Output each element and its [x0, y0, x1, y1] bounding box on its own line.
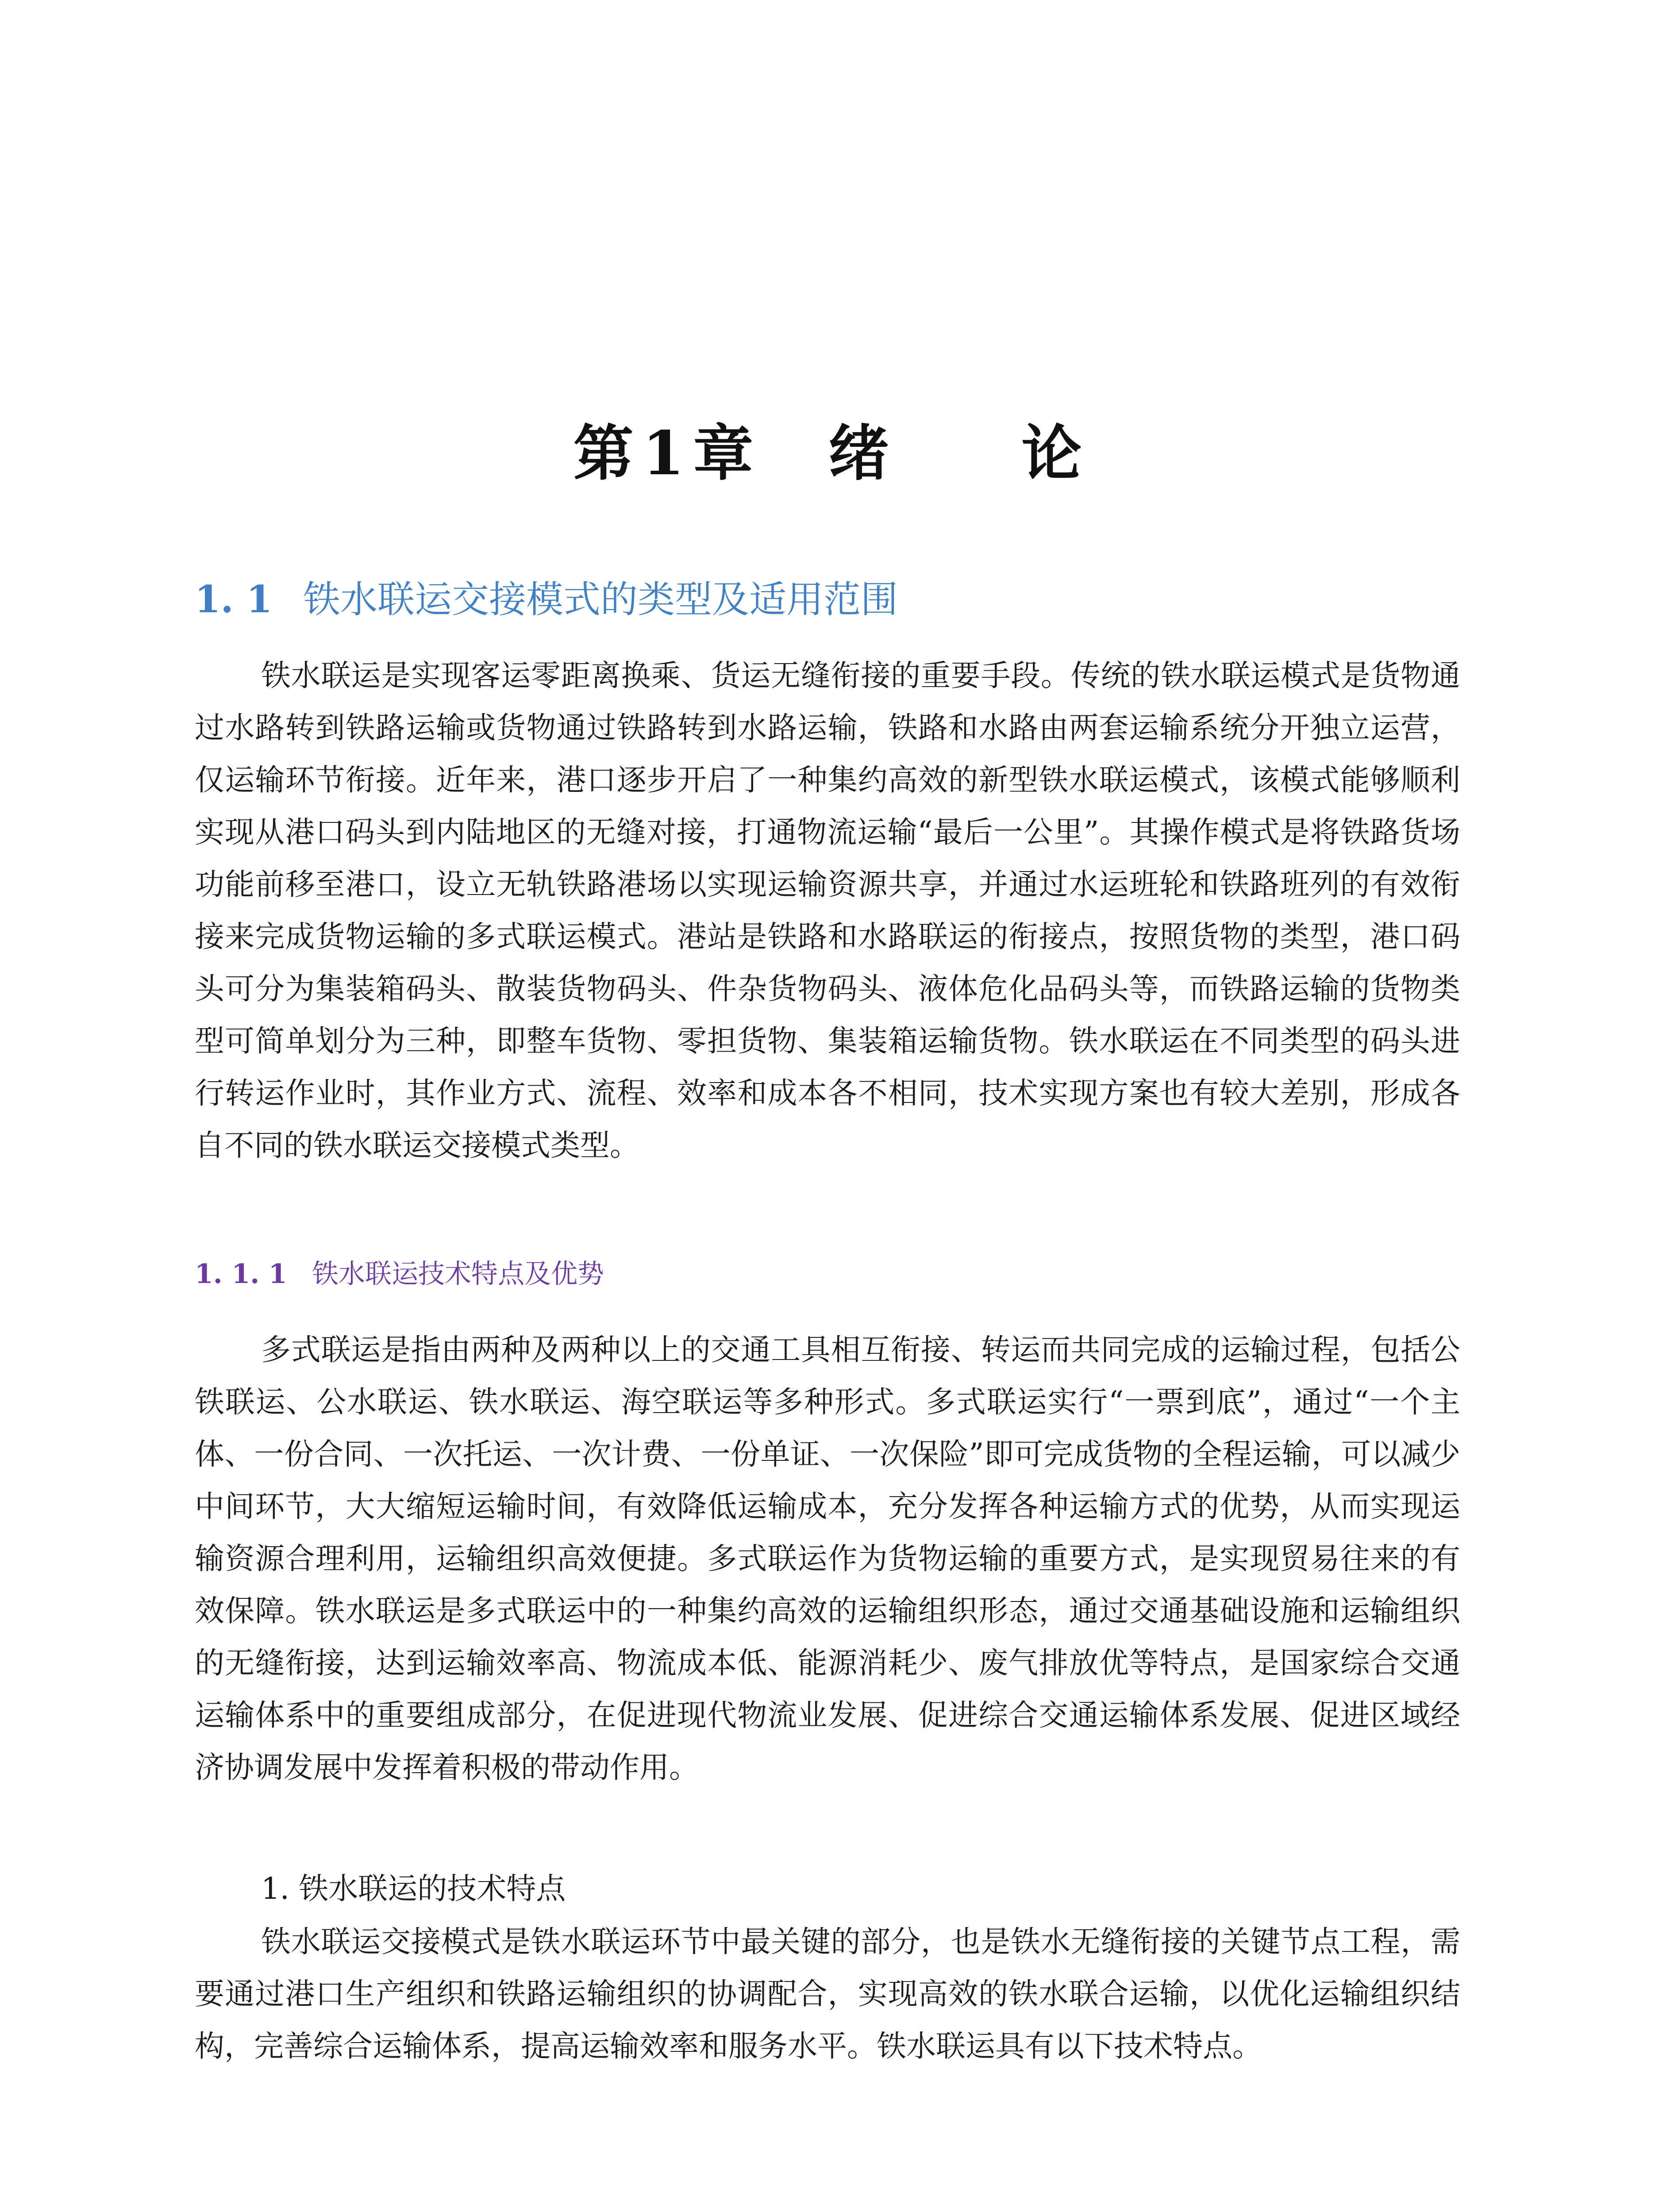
chapter-suffix: 章 [693, 418, 754, 489]
chapter-title-a: 绪 [828, 418, 889, 489]
body-paragraph-2: 多式联运是指由两种及两种以上的交通工具相互衔接、转运而共同完成的运输过程，包括公铁联运、公水联运、铁水联运、海空联运等多种形式。多式联运实行“一票到底”，通过“一个主体、一份合同、一次托运、一次计费、一份单证、一次保险”即可完成货物的全程运输，可以减少中间环节，大大缩短运输时间，有效降低运输成本，充分发挥各种运输方式的优势，从而实现运输资源合理利用，运输组织高效便捷。多式联运作为货物运输的重要方式，是实现贸易往来的有效保障。铁水联运是多式联运中的一种集约高效的运输组织形态，通过交通基础设施和运输组织的无缝衔接，达到运输效率高、物流成本低、能源消耗少、废气排放优等特点，是国家综合交通运输体系中的重要组成部分，在促进现代物流业发展、促进综合交通运输体系发展、促进区域经济协调发展中发挥着积极的带动作用。 [195, 1333, 1460, 1785]
chapter-title-b: 论 [1021, 418, 1082, 489]
subsection-heading [195, 1254, 604, 1294]
body-paragraph-3: 铁水联运交接模式是铁水联运环节中最关键的部分，也是铁水无缝衔接的关键节点工程，需要通过港口生产组织和铁路运输组织的协调配合，实现高效的铁水联合运输，以优化运输组织结构，完善综合运输体系，提高运输效率和服务水平。铁水联运具有以下技术特点。 [195, 1924, 1460, 2063]
chapter-title [0, 416, 1655, 491]
chapter-number: 1 [642, 418, 685, 489]
chapter-prefix: 第 [573, 418, 634, 489]
section-title: 铁水联运交接模式的类型及适用范围 [303, 578, 898, 621]
section-heading [195, 575, 898, 624]
subsection-title: 铁水联运技术特点及优势 [312, 1259, 604, 1290]
subsection-number: 1. 1. 1 [195, 1259, 287, 1290]
body-paragraph-1: 铁水联运是实现客运零距离换乘、货运无缝衔接的重要手段。传统的铁水联运模式是货物通过水路转到铁路运输或货物通过铁路转到水路运输，铁路和水路由两套运输系统分开独立运营，仅运输环节衔接。近年来，港口逐步开启了一种集约高效的新型铁水联运模式，该模式能够顺利实现从港口码头到内陆地区的无缝对接，打通物流运输“最后一公里”。其操作模式是将铁路货场功能前移至港口，设立无轨铁路港场以实现运输资源共享，并通过水运班轮和铁路班列的有效衔接来完成货物运输的多式联运模式。港站是铁路和水路联运的衔接点，按照货物的类型，港口码头可分为集装箱码头、散装货物码头、件杂货物码头、液体危化品码头等，而铁路运输的货物类型可简单划分为三种，即整车货物、零担货物、集装箱运输货物。铁水联运在不同类型的码头进行转运作业时，其作业方式、流程、效率和成本各不相同，技术实现方案也有较大差别，形成各自不同的铁水联运交接模式类型。 [195, 658, 1460, 1163]
section-number: 1. 1 [195, 577, 273, 621]
list-item-label: 1. 铁水联运的技术特点 [261, 1871, 566, 1906]
